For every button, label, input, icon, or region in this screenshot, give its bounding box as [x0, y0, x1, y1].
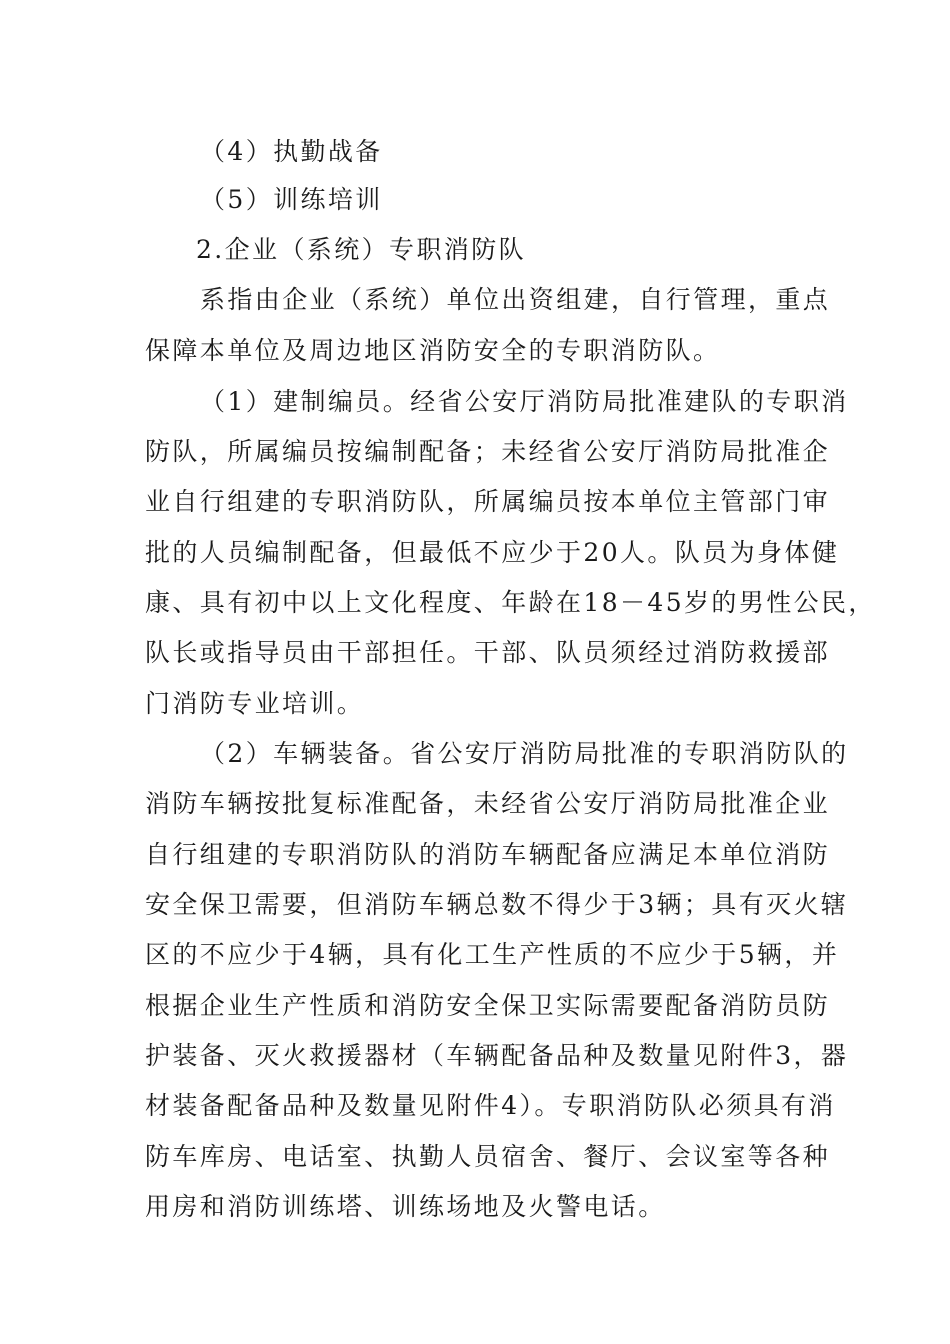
paragraph-line: 根据企业生产性质和消防安全保卫实际需要配备消防员防 [145, 991, 831, 1020]
paragraph-line: 自行组建的专职消防队的消防车辆配备应满足本单位消防 [145, 840, 831, 869]
paragraph-line: 材装备配备品种及数量见附件4）。专职消防队必须具有消 [145, 1091, 836, 1120]
paragraph-line: 防队，所属编员按编制配备；未经省公安厅消防局批准企 [145, 437, 831, 466]
paragraph-line: 用房和消防训练塔、训练场地及火警电话。 [145, 1192, 666, 1221]
paragraph-line: 防车库房、电话室、执勤人员宿舍、餐厅、会议室等各种 [145, 1142, 831, 1171]
paragraph-line: 队长或指导员由干部担任。干部、队员须经过消防救援部 [145, 638, 831, 667]
paragraph-line: 批的人员编制配备，但最低不应少于20人。队员为身体健 [145, 538, 840, 567]
paragraph-line: 保障本单位及周边地区消防安全的专职消防队。 [145, 336, 721, 365]
paragraph-line: 区的不应少于4辆，具有化工生产性质的不应少于5辆，并 [145, 940, 840, 969]
item-5-heading: （5）训练培训 [200, 185, 383, 214]
paragraph-line: 消防车辆按批复标准配备，未经省公安厅消防局批准企业 [145, 789, 831, 818]
paragraph-line: （1）建制编员。经省公安厅消防局批准建队的专职消 [200, 387, 849, 416]
paragraph-line: 康、具有初中以上文化程度、年龄在18－45岁的男性公民， [145, 588, 876, 617]
paragraph-line: （2）车辆装备。省公安厅消防局批准的专职消防队的 [200, 739, 849, 768]
paragraph-line: 安全保卫需要，但消防车辆总数不得少于3辆；具有灭火辖 [145, 890, 849, 919]
item-4-heading: （4）执勤战备 [200, 137, 383, 166]
paragraph-line: 业自行组建的专职消防队，所属编员按本单位主管部门审 [145, 487, 831, 516]
paragraph-line: 系指由企业（系统）单位出资组建，自行管理，重点 [200, 285, 831, 314]
paragraph-line: 护装备、灭火救援器材（车辆配备品种及数量见附件3，器 [145, 1041, 849, 1070]
paragraph-line: 门消防专业培训。 [145, 689, 365, 718]
section-2-heading: 2.企业（系统）专职消防队 [196, 235, 527, 264]
